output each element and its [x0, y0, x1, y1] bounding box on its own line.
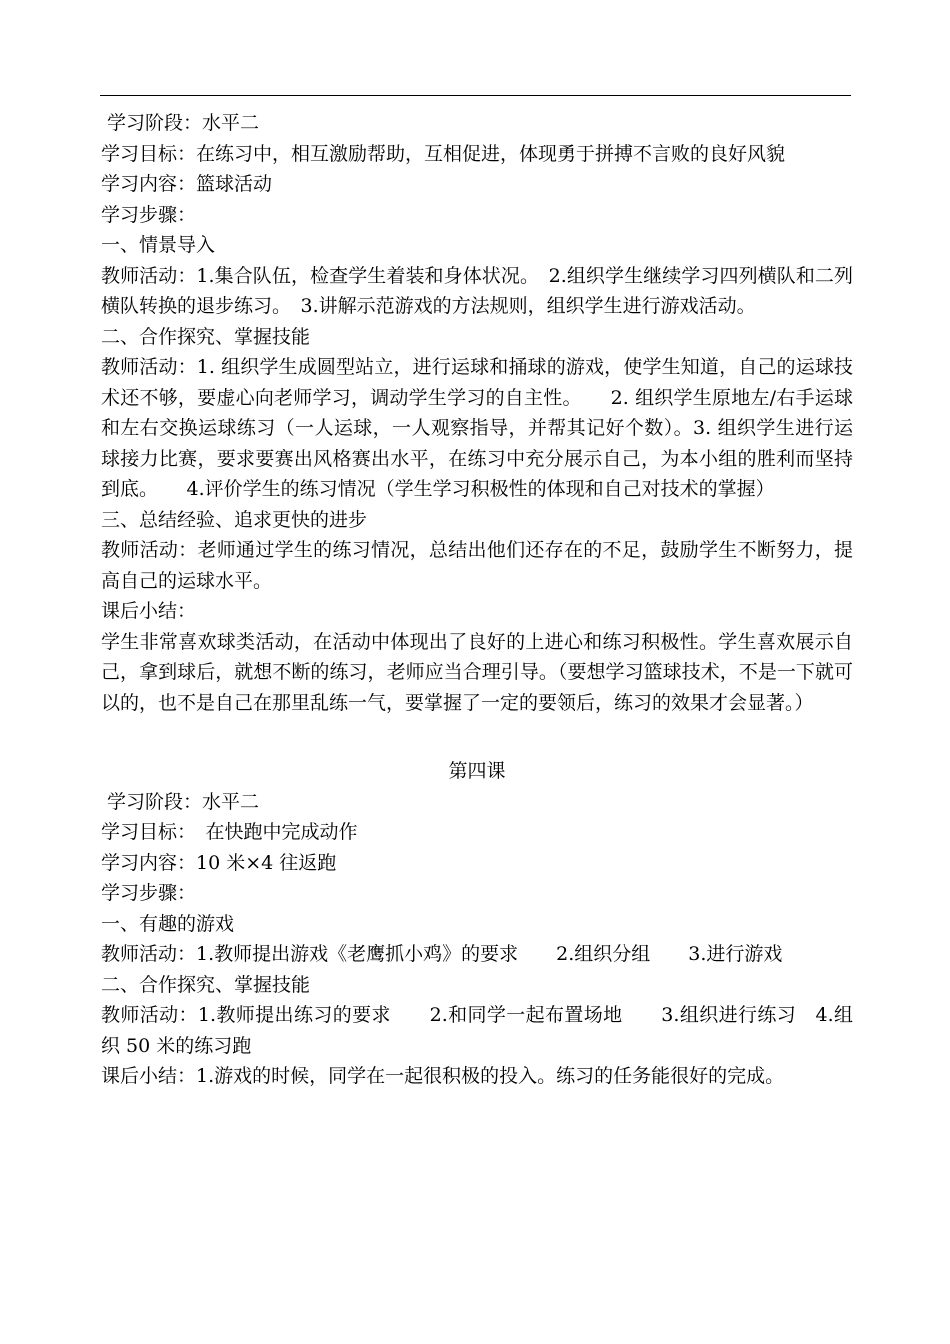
lesson3-summary-text: 学生非常喜欢球类活动，在活动中体现出了良好的上进心和练习积极性。学生喜欢展示自己，拿到球后，就想不断的练习，老师应当合理引导。（要想学习篮球技术，不是一下就可以的，也不是自己在那里乱练一气，要掌握了一定的要领后，练习的效果才会显著。） — [101, 630, 853, 714]
lesson3-section2-text: 教师活动：1. 组织学生成圆型站立，进行运球和捅球的游戏，使学生知道，自己的运球技术还不够，要虚心向老师学习，调动学生学习的自主性。 2. 组织学生原地左/右手运球和左右交换运球练习（一人运球，一人观察指导，并帮其记好个数）。3. 组织学生进行运球接力比赛，要求要赛出风格赛出水平，在练习中充分展示自己，为本小组的胜利而坚持到底。 4.评价学生的练习情况（学生学习积极性的体现和自己对技术的掌握） — [101, 356, 853, 500]
lesson3-content: 学习内容：篮球活动 — [101, 173, 273, 195]
lesson3-section1-heading: 一、情景导入 — [101, 234, 216, 256]
lesson3-section1-text: 教师活动：1.集合队伍，检查学生着装和身体状况。 2.组织学生继续学习四列横队和二列横队转换的退步练习。 3.讲解示范游戏的方法规则，组织学生进行游戏活动。 — [101, 264, 853, 317]
lesson3-section3-heading: 三、总结经验、追求更快的进步 — [101, 508, 368, 531]
lesson4-content: 学习内容：10 米×4 往返跑 — [101, 851, 337, 874]
lesson4-section1-heading: 一、有趣的游戏 — [101, 912, 235, 935]
lesson4-summary: 课后小结：1.游戏的时候，同学在一起很积极的投入。练习的任务能很好的完成。 — [101, 1065, 785, 1087]
lesson3-stage: 学习阶段：水平二 — [107, 112, 260, 134]
lesson3-section2-heading: 二、合作探究、掌握技能 — [101, 325, 311, 348]
header-rule — [100, 95, 851, 96]
lesson3-section3-text: 教师活动：老师通过学生的练习情况，总结出他们还存在的不足，鼓励学生不断努力，提高自己的运球水平。 — [101, 539, 853, 592]
lesson3-summary-label: 课后小结： — [101, 600, 197, 622]
lesson4-stage: 学习阶段：水平二 — [107, 790, 260, 813]
lesson3-steps-label: 学习步骤： — [101, 203, 197, 226]
lesson4-title: 第四课 — [448, 760, 506, 782]
lesson4-section2-heading: 二、合作探究、掌握技能 — [101, 973, 311, 996]
section-gap — [101, 718, 853, 756]
lesson4-section2-text: 教师活动：1.教师提出练习的要求 2.和同学一起布置场地 3.组织进行练习 4.组织 50 米的练习跑 — [101, 1004, 853, 1057]
lesson4-steps-label: 学习步骤： — [101, 882, 197, 904]
lesson4-section1-text: 教师活动：1.教师提出游戏《老鹰抓小鸡》的要求 2.组织分组 3.进行游戏 — [101, 943, 783, 965]
document-body — [101, 108, 853, 1092]
lesson3-goal: 学习目标：在练习中，相互激励帮助，互相促进，体现勇于拼搏不言败的良好风貌 — [101, 142, 786, 165]
lesson4-goal: 学习目标： 在快跑中完成动作 — [101, 821, 358, 843]
